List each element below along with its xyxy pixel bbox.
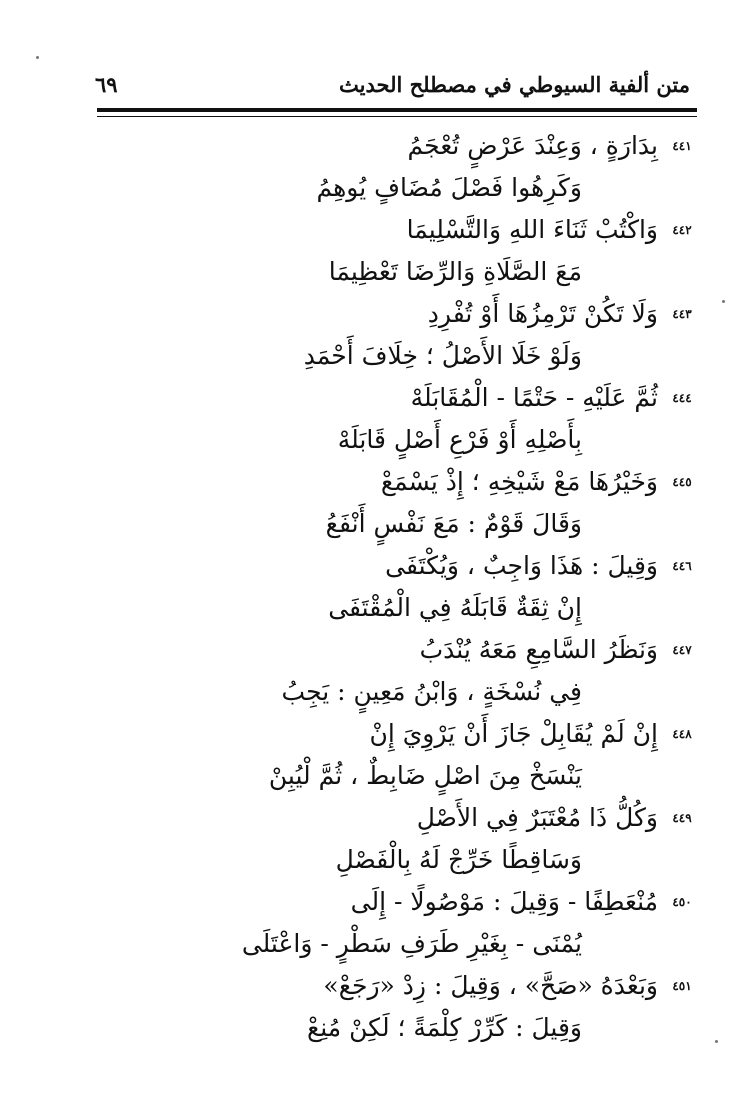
verse [140,296,700,380]
verse [140,548,700,632]
verse [140,380,700,464]
verse-first-hemistich: وَبَعْدَهُ «صَحَّ» ، وَقِيلَ : زِدْ «رَجَعْ» [323,971,658,1000]
verse-second-hemistich: يَنْسَخْ مِنَ اصْلٍ ضَابِطٌ ، ثُمَّ لْيُبِنْ [268,761,582,790]
verse-second-hemistich: بِأَصْلِهِ أَوْ فَرْعِ أَصْلٍ قَابَلَهْ [337,425,582,454]
verse-second-hemistich: وَكَرِهُوا فَصْلَ مُضَافٍ يُوهِمُ [316,173,582,202]
verse-number: ٤٤٥ [672,475,692,489]
verse [140,632,700,716]
verse-first-hemistich: وَخَيْرُهَا مَعْ شَيْخِهِ ؛ إِذْ يَسْمَعْ [380,467,658,496]
verse-second-hemistich: يُمْنَى - بِغَيْرِ طَرَفِ سَطْرٍ - وَاعْتَلَى [241,929,582,958]
verse-number: ٤٤٩ [672,811,692,825]
verse-number: ٤٤٦ [672,559,692,573]
verse-number: ٤٤١ [672,139,692,153]
verse-first-hemistich: وَنَظَرُ السَّامِعِ مَعَهُ يُنْدَبُ [419,635,658,664]
verse [140,128,700,212]
verse-number: ٤٤٨ [672,727,692,741]
book-title: متن ألفية السيوطي في مصطلح الحديث [339,72,690,97]
verse-first-hemistich: وَكُلُّ ذَا مُعْتَبَرٌ فِي الأَصْلِ [416,803,658,832]
verse-first-hemistich: وَاكْتُبْ ثَنَاءَ اللهِ وَالتَّسْلِيمَا [406,215,658,244]
verse [140,464,700,548]
verse-second-hemistich: إِنْ ثِقَةٌ قَابَلَهُ فِي الْمُقْتَفَى [328,593,582,622]
verse-first-hemistich: مُنْعَطِفًا - وَقِيلَ : مَوْصُولًا - إِلَى [350,887,658,916]
verse-number: ٤٤٧ [672,643,692,657]
verse [140,884,700,968]
verse-number: ٤٤٣ [672,307,692,321]
verse-first-hemistich: إِنْ لَمْ يُقَابِلْ جَازَ أَنْ يَرْوِيَ إِنْ [369,719,658,748]
header-rule-thin [97,116,697,117]
verse [140,716,700,800]
verse-second-hemistich: فِي نُسْخَةٍ ، وَابْنُ مَعِينٍ : يَجِبُ [281,677,582,706]
header-rule-thick [97,108,697,112]
running-header [95,72,690,106]
verse-first-hemistich: وَقِيلَ : هَذَا وَاجِبٌ ، وَيُكْتَفَى [385,551,658,580]
verse-second-hemistich: وَقَالَ قَوْمٌ : مَعَ نَفْسٍ أَنْفَعُ [325,509,582,538]
scan-speck [36,56,39,59]
verse-first-hemistich: بِدَارَةٍ ، وَعِنْدَ عَرْضٍ تُعْجَمُ [407,131,658,160]
verse [140,968,700,1052]
verse-second-hemistich: وَلَوْ خَلَا الأَصْلُ ؛ خِلَافَ أَحْمَدِ [303,341,582,370]
verse-number: ٤٤٢ [672,223,692,237]
verse [140,212,700,296]
scan-speck [722,300,725,303]
verse-list [140,128,700,1052]
verse [140,800,700,884]
page-number: ٦٩ [95,72,118,97]
verse-first-hemistich: ثُمَّ عَلَيْهِ - حَتْمًا - الْمُقَابَلَهْ [410,383,658,412]
verse-first-hemistich: وَلَا تَكُنْ تَرْمِزُهَا أَوْ تُفْرِدِ [427,299,658,328]
verse-number: ٤٤٤ [672,391,692,405]
verse-second-hemistich: وَقِيلَ : كَرِّرْ كِلْمَةً ؛ لَكِنْ مُنِعْ [306,1013,582,1042]
verse-number: ٤٥٠ [672,895,692,909]
verse-second-hemistich: مَعَ الصَّلَاةِ وَالرِّضَا تَعْظِيمَا [328,257,582,286]
scan-speck [715,1040,718,1043]
verse-number: ٤٥١ [672,979,692,993]
verse-second-hemistich: وَسَاقِطًا خَرِّجْ لَهُ بِالْفَصْلِ [335,845,582,874]
